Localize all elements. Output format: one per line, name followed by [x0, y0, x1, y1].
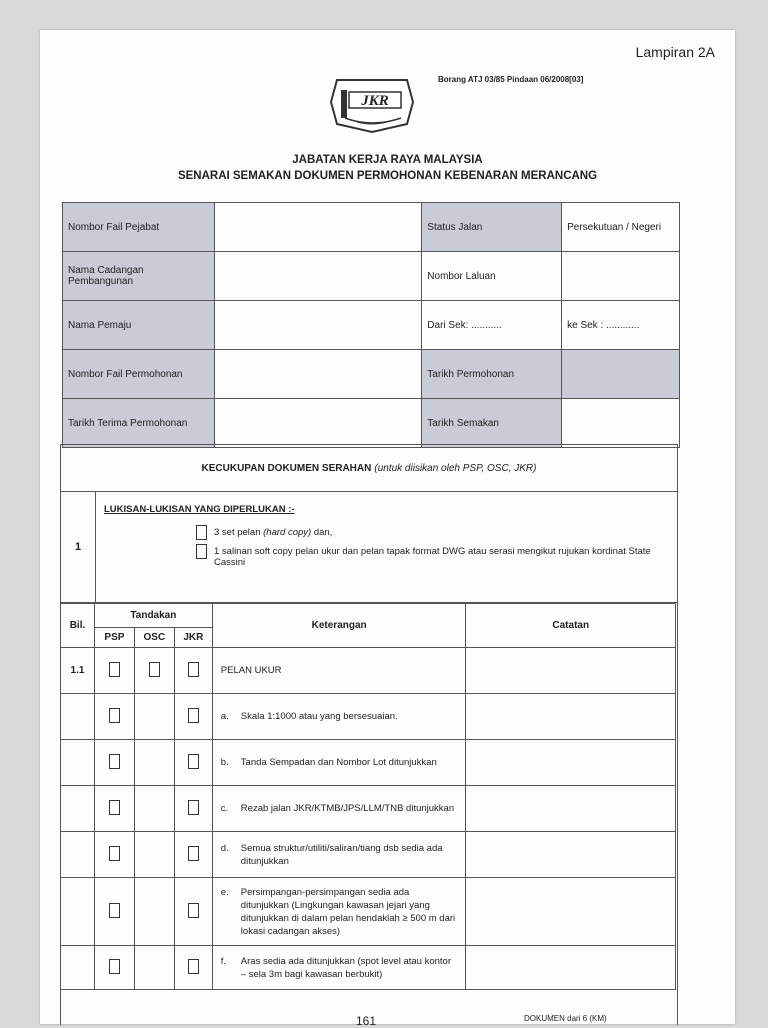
label-nombor-laluan: Nombor Laluan	[422, 252, 562, 301]
item-letter: e.	[220, 886, 229, 898]
bil-cell	[61, 694, 95, 740]
label-nombor-fail-permohonan: Nombor Fail Permohonan	[63, 350, 215, 399]
header-bil: Bil.	[61, 604, 95, 648]
item-description	[212, 786, 466, 832]
borang-reference: Borang ATJ 03/85 Pindaan 06/2008[03]	[438, 75, 584, 84]
osc-cell	[134, 786, 174, 832]
label-ke-sek: ke Sek : ............	[562, 301, 680, 350]
checkbox-jkr[interactable]	[188, 754, 199, 769]
title-jabatan: JABATAN KERJA RAYA MALAYSIA	[292, 154, 483, 166]
item-text: Semua struktur/utiliti/saliran/tiang dsb sedia ada ditunjukkan	[240, 842, 443, 867]
item-letter: d.	[220, 842, 229, 854]
option-soft-copy: 1 salinan soft copy pelan ukur dan pelan tapak format DWG atau serasi mengikut rujukan kordinat State Cassini	[214, 546, 651, 568]
label-tarikh-permohonan: Tarikh Permohonan	[422, 350, 562, 399]
field-nama-pemaju[interactable]	[214, 301, 422, 350]
label-nama-pemaju: Nama Pemaju	[63, 301, 215, 350]
table-row	[61, 786, 676, 832]
bil-cell	[61, 832, 95, 878]
table-row	[61, 694, 676, 740]
item-description	[212, 946, 466, 990]
row-bil: 1.1	[61, 648, 95, 694]
item-description	[212, 694, 466, 740]
title-senarai: SENARAI SEMAKAN DOKUMEN PERMOHONAN KEBENARAN MERANCANG	[177, 170, 598, 182]
item-text: Tanda Sempadan dan Nombor Lot ditunjukkan	[240, 757, 437, 768]
info-table	[62, 202, 680, 448]
section-lukisan	[61, 492, 677, 603]
osc-cell	[134, 878, 174, 946]
item-description	[212, 740, 466, 786]
label-persekutuan-negeri: Persekutuan / Negeri	[562, 203, 680, 252]
catatan-cell[interactable]	[466, 648, 676, 694]
header-jkr: JKR	[174, 628, 212, 648]
checkbox-psp[interactable]	[109, 959, 120, 974]
catatan-cell[interactable]	[466, 878, 676, 946]
field-tarikh-terima[interactable]	[214, 399, 422, 448]
item-text: Rezab jalan JKR/KTMB/JPS/LLM/TNB ditunjukkan	[240, 803, 455, 814]
bil-cell	[61, 946, 95, 990]
field-nama-cadangan[interactable]	[214, 252, 422, 301]
checkbox-psp[interactable]	[109, 903, 120, 918]
checkbox-psp[interactable]	[109, 708, 120, 723]
header-psp: PSP	[94, 628, 134, 648]
field-nombor-fail-permohonan[interactable]	[214, 350, 422, 399]
table-row	[61, 832, 676, 878]
item-description	[212, 832, 466, 878]
header-catatan: Catatan	[466, 604, 676, 648]
section-heading: LUKISAN-LUKISAN YANG DIPERLUKAN :-	[104, 504, 295, 515]
checkbox-psp[interactable]	[109, 846, 120, 861]
field-nombor-fail-pejabat[interactable]	[214, 203, 422, 252]
osc-cell	[134, 946, 174, 990]
item-text: Skala 1:1000 atau yang bersesuaian.	[240, 711, 398, 722]
checkbox-psp[interactable]	[109, 662, 120, 677]
osc-cell	[134, 832, 174, 878]
checkbox-jkr[interactable]	[188, 662, 199, 677]
checkbox-jkr[interactable]	[188, 846, 199, 861]
checklist-section	[60, 444, 678, 1025]
catatan-cell[interactable]	[466, 946, 676, 990]
kecukupan-header	[61, 445, 677, 492]
svg-text:JKR: JKR	[361, 93, 389, 109]
section-number: 1	[61, 492, 96, 602]
item-text: Persimpangan-persimpangan sedia ada ditunjukkan (Lingkungan kawasan jejari yang ditunjukkan di dalam pelan hendaklah ≥ 500 m dari lokasi cadangan akses)	[240, 886, 456, 937]
item-text: Aras sedia ada ditunjukkan (spot level atau kontor – sela 3m bagi kawasan berbukit)	[240, 955, 451, 980]
item-letter: c.	[220, 803, 229, 814]
bil-cell	[61, 878, 95, 946]
checkbox-hard-copy[interactable]	[196, 525, 207, 540]
checkbox-jkr[interactable]	[188, 800, 199, 815]
kecukupan-title: KECUKUPAN DOKUMEN SERAHAN	[201, 462, 372, 474]
jkr-logo-icon	[327, 72, 417, 134]
page-number: 161	[356, 1014, 377, 1028]
checkbox-jkr[interactable]	[188, 903, 199, 918]
row-title: PELAN UKUR	[212, 648, 466, 694]
checkbox-soft-copy[interactable]	[196, 544, 207, 559]
field-tarikh-semakan[interactable]	[562, 399, 680, 448]
table-row	[61, 946, 676, 990]
table-row	[61, 740, 676, 786]
label-tarikh-terima: Tarikh Terima Permohonan	[63, 399, 215, 448]
label-dari-sek: Dari Sek: ...........	[422, 301, 562, 350]
table-row	[61, 878, 676, 946]
lampiran-label: Lampiran 2A	[635, 44, 715, 60]
item-letter: b.	[220, 757, 229, 768]
kecukupan-note: (untuk diisikan oleh PSP, OSC, JKR)	[374, 462, 537, 474]
checklist-table	[60, 603, 676, 990]
label-nama-cadangan: Nama Cadangan Pembangunan	[63, 252, 215, 301]
option-hard-copy: 3 set pelan (hard copy) dan,	[214, 527, 333, 538]
header-osc: OSC	[134, 628, 174, 648]
bil-cell	[61, 740, 95, 786]
form-title	[40, 152, 735, 184]
field-tarikh-permohonan[interactable]	[562, 350, 680, 399]
label-nombor-fail-pejabat: Nombor Fail Pejabat	[63, 203, 215, 252]
field-nombor-laluan[interactable]	[562, 252, 680, 301]
item-letter: f.	[220, 955, 227, 967]
catatan-cell[interactable]	[466, 832, 676, 878]
checkbox-jkr[interactable]	[188, 708, 199, 723]
item-description	[212, 878, 466, 946]
document-page	[40, 30, 735, 1028]
osc-cell	[134, 740, 174, 786]
catatan-cell[interactable]	[466, 694, 676, 740]
catatan-cell[interactable]	[466, 786, 676, 832]
bil-cell	[61, 786, 95, 832]
catatan-cell[interactable]	[466, 740, 676, 786]
osc-cell	[134, 694, 174, 740]
checkbox-psp[interactable]	[109, 800, 120, 815]
checkbox-jkr[interactable]	[188, 959, 199, 974]
header-keterangan: Keterangan	[212, 604, 466, 648]
label-status-jalan: Status Jalan	[422, 203, 562, 252]
checkbox-osc[interactable]	[149, 662, 160, 677]
table-row	[61, 648, 676, 694]
label-tarikh-semakan: Tarikh Semakan	[422, 399, 562, 448]
item-letter: a.	[220, 711, 229, 722]
footer-doc: DOKUMEN dari 6 (KM)	[524, 1014, 607, 1023]
header-tandakan: Tandakan	[94, 604, 212, 628]
checkbox-psp[interactable]	[109, 754, 120, 769]
